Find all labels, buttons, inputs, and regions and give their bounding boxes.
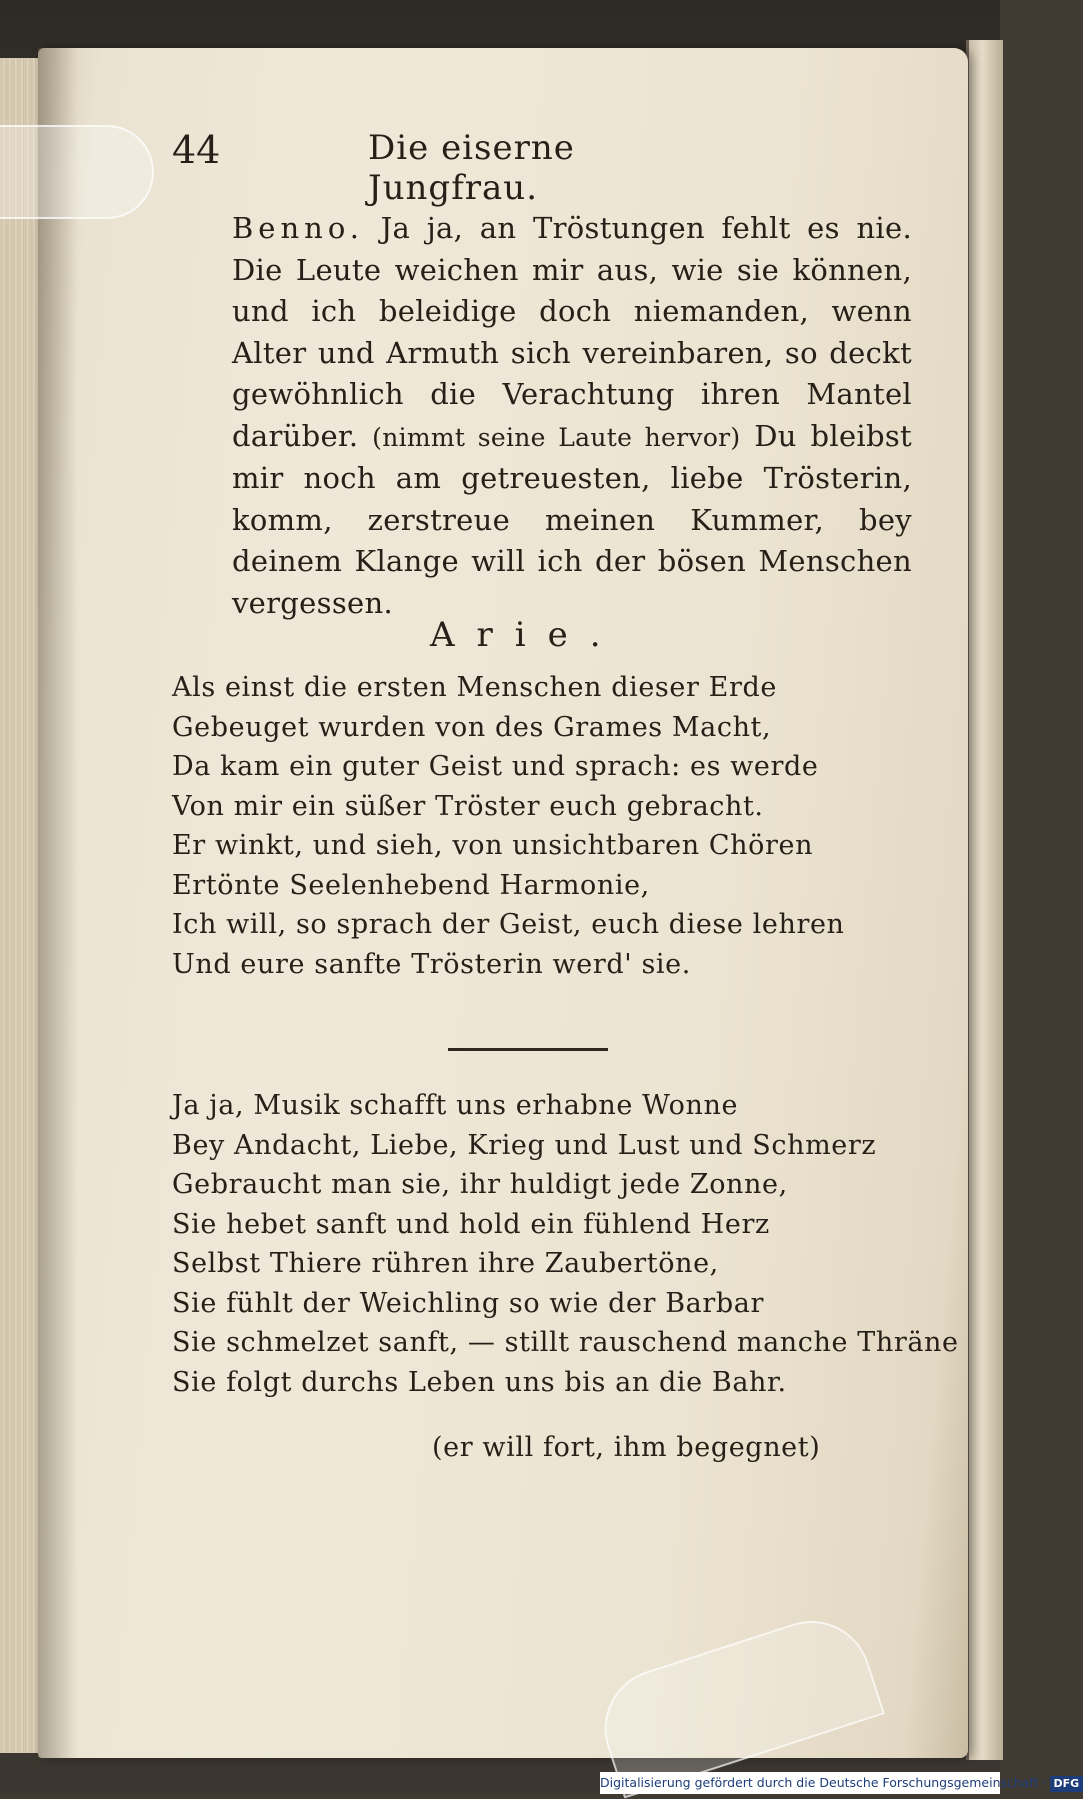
verse-line: Sie fühlt der Weichling so wie der Barbar [172, 1284, 959, 1324]
verse-stanza-1 [172, 668, 845, 984]
verse-line: Ertönte Seelenhebend Harmonie, [172, 866, 845, 906]
verse-line: Da kam ein guter Geist und sprach: es werde [172, 747, 845, 787]
stage-direction: (nimmt seine Laute hervor) [372, 423, 740, 452]
verse-line: Sie hebet sanft und hold ein fühlend Herz [172, 1205, 959, 1245]
dfg-logo: DFG [1050, 1776, 1083, 1792]
verse-line: Und eure sanfte Trösterin werd' sie. [172, 945, 845, 985]
glass-page-weight-top [0, 125, 154, 219]
page-header [172, 128, 732, 184]
verse-line: Als einst die ersten Menschen dieser Erde [172, 668, 845, 708]
book-cover-edge [966, 40, 1003, 1760]
speaker-name: Benno. [232, 211, 364, 245]
dialog-text-2: Du bleibst mir noch am getreuesten, liebe Trösterin, komm, zerstreue meinen Kummer, bey deinem Klange will ich der bösen Menschen vergessen. [232, 419, 912, 620]
verse-line: Von mir ein süßer Tröster euch gebracht. [172, 787, 845, 827]
verse-line: Bey Andacht, Liebe, Krieg und Lust und Schmerz [172, 1126, 959, 1166]
verse-line: Gebraucht man sie, ihr huldigt jede Zonne, [172, 1165, 959, 1205]
verse-line: Er winkt, und sieh, von unsichtbaren Chören [172, 826, 845, 866]
verse-line: Gebeuget wurden von des Grames Macht, [172, 708, 845, 748]
page-gutter-shadow [38, 48, 78, 1758]
page-number: 44 [172, 128, 220, 172]
verse-line: Selbst Thiere rühren ihre Zaubertöne, [172, 1244, 959, 1284]
credit-text: Digitalisierung gefördert durch die Deutsche Forschungsgemeinschaft · [600, 1775, 1047, 1790]
dialog-paragraph [232, 208, 912, 624]
section-divider [448, 1048, 608, 1051]
exit-stage-direction: (er will fort, ihm begegnet) [432, 1432, 820, 1463]
digitization-credit [600, 1772, 1000, 1794]
aria-heading: Arie. [430, 615, 710, 655]
dialog-text-1: Ja ja, an Tröstungen fehlt es nie. Die Leute weichen mir aus, wie sie können, und ich beleidige doch niemanden, wenn Alter und Armuth sich vereinbaren, so deckt gewöhnlich die Verachtung ihren Mantel darüber. [232, 211, 912, 453]
verse-stanza-2 [172, 1086, 959, 1402]
verse-line: Ja ja, Musik schafft uns erhabne Wonne [172, 1086, 959, 1126]
verse-line: Sie schmelzet sanft, — stillt rauschend manche Thräne [172, 1323, 959, 1363]
verse-line: Sie folgt durchs Leben uns bis an die Bahr. [172, 1363, 959, 1403]
running-title: Die eiserne Jungfrau. [368, 128, 732, 208]
verse-line: Ich will, so sprach der Geist, euch diese lehren [172, 905, 845, 945]
